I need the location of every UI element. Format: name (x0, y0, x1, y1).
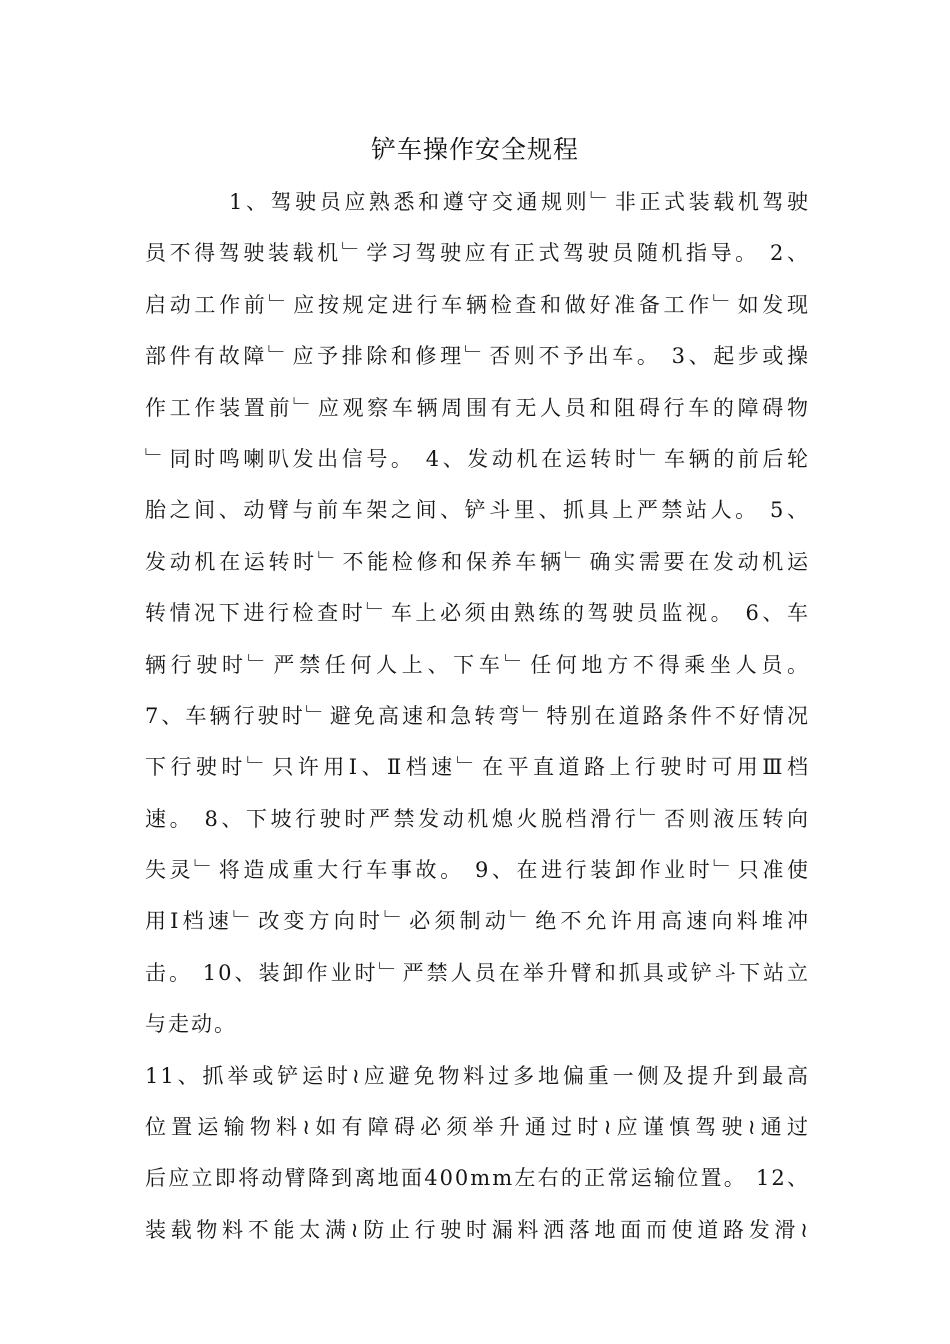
text-line: 装载物料不能太满≀防止行驶时漏料洒落地面而使道路发滑≀ (145, 1217, 810, 1242)
text-line: 辆行驶时﹂严禁任何人上、下车﹂任何地方不得乘坐人员。 (145, 652, 810, 677)
text-line: 位置运输物料≀如有障碍必须举升通过时≀应谨慎驾驶≀通过 (145, 1115, 810, 1140)
text-line: 作工作装置前﹂应观察车辆周围有无人员和阻碍行车的障碍物 (145, 395, 810, 420)
text-line: 下行驶时﹂只许用Ⅰ、Ⅱ档速﹂在平直道路上行驶时可用Ⅲ档 (145, 755, 810, 780)
text-line: 后应立即将动臂降到离地面400mm左右的正常运输位置。 12、 (145, 1166, 810, 1191)
text-line: 启动工作前﹂应按规定进行车辆检查和做好准备工作﹂如发现 (145, 292, 810, 317)
text-line: 击。 10、装卸作业时﹂严禁人员在举升臂和抓具或铲斗下站立 (145, 960, 810, 985)
text-line: 1、驾驶员应熟悉和遵守交通规则﹂非正式装载机驾驶 (229, 190, 810, 214)
text-line: 速。 8、下坡行驶时严禁发动机熄火脱档滑行﹂否则液压转向 (145, 806, 810, 831)
text-line: 转情况下进行检查时﹂车上必须由熟练的驾驶员监视。 6、车 (145, 601, 810, 626)
text-line: 胎之间、动臂与前车架之间、铲斗里、抓具上严禁站人。 5、 (145, 498, 810, 523)
text-line: 与走动。 (145, 1012, 237, 1037)
text-line: 员不得驾驶装载机﹂学习驾驶应有正式驾驶员随机指导。 2、 (145, 241, 810, 266)
text-line: 发动机在运转时﹂不能检修和保养车辆﹂确实需要在发动机运 (145, 549, 810, 574)
text-line: 失灵﹂将造成重大行车事故。 9、在进行装卸作业时﹂只准使 (145, 858, 810, 883)
text-line: 7、车辆行驶时﹂避免高速和急转弯﹂特别在道路条件不好情况 (145, 703, 810, 728)
text-line: 用Ⅰ档速﹂改变方向时﹂必须制动﹂绝不允许用高速向料堆冲 (145, 909, 810, 934)
text-line: ﹂同时鸣喇叭发出信号。 4、发动机在运转时﹂车辆的前后轮 (145, 446, 810, 471)
text-line: 11、抓举或铲运时≀应避免物料过多地偏重一侧及提升到最高 (145, 1063, 810, 1088)
document-body (145, 177, 810, 1256)
text-line: 部件有故障﹂应予排除和修理﹂否则不予出车。 3、起步或操 (145, 344, 810, 369)
document-title: 铲车操作安全规程 (370, 135, 579, 164)
